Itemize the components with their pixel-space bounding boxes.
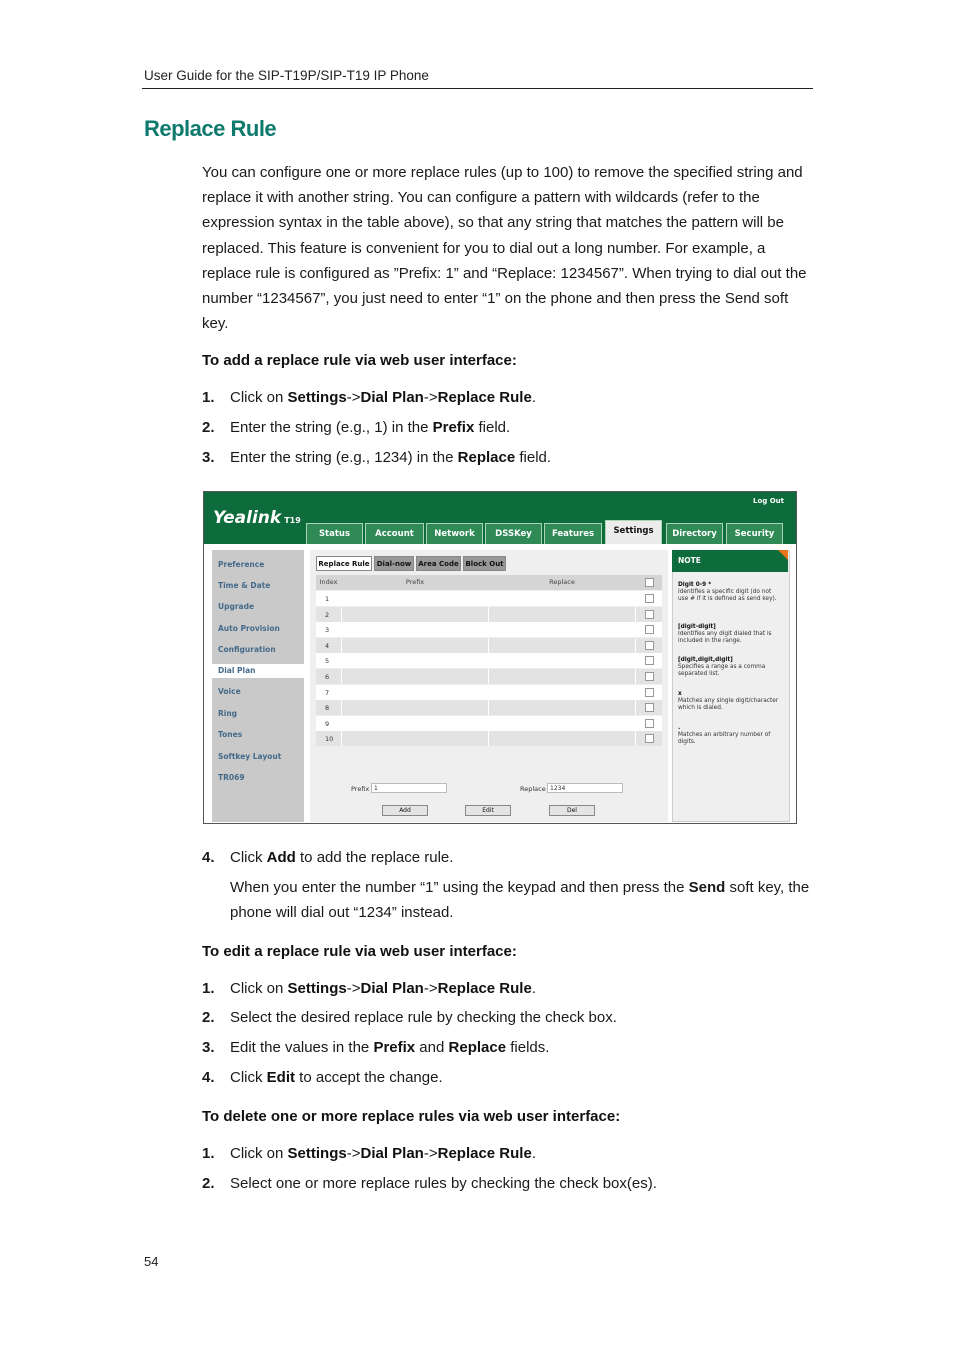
column-separator	[488, 653, 489, 668]
column-separator	[488, 700, 489, 715]
header-prefix: Prefix	[405, 578, 425, 586]
table-row[interactable]	[316, 669, 662, 684]
column-separator	[488, 685, 489, 700]
edit-step-3: 3. Edit the values in the Prefix and Replace fields.	[202, 1039, 550, 1056]
note-title: NOTE	[672, 550, 788, 572]
sidebar-item-dial-plan[interactable]: Dial Plan	[218, 666, 256, 675]
add-step-3: 3. Enter the string (e.g., 1234) in the Replace field.	[202, 449, 552, 466]
row-checkbox[interactable]	[645, 625, 654, 634]
add-step-2: 2. Enter the string (e.g., 1) in the Prefix field.	[202, 419, 511, 436]
subtab-dial-now[interactable]: Dial-now	[374, 556, 414, 571]
delete-heading: To delete one or more replace rules via web user interface:	[202, 1108, 621, 1125]
add-step-1: 1. Click on Settings->Dial Plan->Replace Rule.	[202, 389, 536, 406]
tab-features[interactable]: Features	[544, 523, 602, 544]
logout-link[interactable]: Log Out	[753, 497, 784, 505]
row-checkbox[interactable]	[645, 672, 654, 681]
sidebar-item-preference[interactable]: Preference	[218, 560, 265, 569]
column-separator	[488, 607, 489, 622]
row-index: 9	[325, 719, 330, 728]
table-row[interactable]	[316, 607, 662, 622]
column-separator	[341, 591, 342, 606]
sidebar-item-tr069[interactable]: TR069	[218, 773, 245, 782]
column-separator	[341, 622, 342, 637]
tab-account[interactable]: Account	[365, 523, 424, 544]
column-separator	[635, 622, 636, 637]
table-row[interactable]	[316, 685, 662, 700]
row-index: 5	[325, 657, 330, 666]
column-separator	[488, 591, 489, 606]
note-item: [digit-digit] Identifies any digit dialed that is included in the range.	[678, 624, 772, 644]
table-row[interactable]	[316, 622, 662, 637]
replace-input[interactable]: 1234	[547, 783, 623, 793]
row-checkbox[interactable]	[645, 688, 654, 697]
table-row[interactable]	[316, 731, 662, 746]
sidebar-item-softkey-layout[interactable]: Softkey Layout	[218, 752, 282, 761]
column-separator	[341, 607, 342, 622]
table-row[interactable]	[316, 653, 662, 668]
add-heading: To add a replace rule via web user interface:	[202, 352, 517, 369]
add-step-4-note: When you enter the number “1” using the keypad and then press the Send soft key, the phone will dial out “1234” instead.	[230, 879, 810, 921]
row-checkbox[interactable]	[645, 656, 654, 665]
table-row[interactable]	[316, 700, 662, 715]
yealink-logo: Yealink T19	[213, 508, 301, 528]
column-separator	[635, 638, 636, 653]
note-corner	[778, 550, 788, 560]
column-separator	[488, 731, 489, 746]
row-checkbox[interactable]	[645, 594, 654, 603]
column-separator	[635, 669, 636, 684]
tab-dsskey[interactable]: DSSKey	[485, 523, 542, 544]
column-separator	[635, 591, 636, 606]
web-ui-screenshot	[203, 491, 797, 824]
sidebar-item-tones[interactable]: Tones	[218, 730, 243, 739]
row-checkbox[interactable]	[645, 610, 654, 619]
delete-step-1: 1. Click on Settings->Dial Plan->Replace Rule.	[202, 1145, 536, 1162]
delete-step-2: 2. Select one or more replace rules by checking the check box(es).	[202, 1175, 657, 1192]
table-row[interactable]	[316, 716, 662, 731]
column-separator	[488, 638, 489, 653]
column-separator	[341, 638, 342, 653]
column-separator	[341, 669, 342, 684]
row-checkbox[interactable]	[645, 641, 654, 650]
note-item: x Matches any single digit/character which is dialed.	[678, 691, 779, 711]
subtab-area-code[interactable]: Area Code	[416, 556, 461, 571]
column-separator	[341, 731, 342, 746]
column-separator	[635, 685, 636, 700]
sidebar-item-ring[interactable]: Ring	[218, 709, 238, 718]
intro-paragraph: You can configure one or more replace rules (up to 100) to remove the specified string and replace it with another string. You can configure a pattern with wildcards (refer to the expression syntax in the table above), so that any string that matches the pattern will be replaced. This feature is convenient for you to dial out a long number. For example, a replace rule is configured as ”Prefix: 1” and “Replace: 1234567”. When trying to dial out the number “1234567”, you just need to enter “1” on the phone and then press the Send soft key.	[202, 164, 807, 333]
row-index: 1	[325, 595, 330, 603]
sidebar-item-voice[interactable]: Voice	[218, 687, 241, 696]
header-index: Index	[319, 578, 338, 586]
column-separator	[635, 700, 636, 715]
sidebar-item-upgrade[interactable]: Upgrade	[218, 602, 255, 611]
note-item: Digit 0-9 * Identifies a specific digit (do not use # if it is defined as send key).	[678, 582, 777, 602]
select-all-checkbox[interactable]	[645, 578, 654, 587]
row-index: 7	[325, 688, 330, 697]
note-item: . Matches an arbitrary number of digits.	[678, 725, 771, 745]
table-row[interactable]	[316, 591, 662, 606]
note-item: [digit,digit,digit] Specifies a range as a comma separated list.	[678, 657, 766, 677]
row-checkbox[interactable]	[645, 703, 654, 712]
edit-button[interactable]: Edit	[465, 805, 511, 816]
subtab-block-out[interactable]: Block Out	[463, 556, 506, 571]
column-separator	[635, 607, 636, 622]
row-index: 8	[325, 704, 330, 713]
column-separator	[488, 669, 489, 684]
column-separator	[341, 653, 342, 668]
tab-directory[interactable]: Directory	[666, 523, 723, 544]
page-number: 54	[144, 1254, 159, 1269]
tab-status[interactable]: Status	[306, 523, 363, 544]
tab-network[interactable]: Network	[426, 523, 483, 544]
row-index: 4	[325, 641, 330, 650]
sidebar-item-time-date[interactable]: Time & Date	[218, 581, 271, 590]
edit-heading: To edit a replace rule via web user interface:	[202, 943, 517, 960]
column-separator	[488, 716, 489, 731]
column-separator	[488, 622, 489, 637]
add-button[interactable]: Add	[382, 805, 428, 816]
edit-step-1: 1. Click on Settings->Dial Plan->Replace Rule.	[202, 980, 536, 997]
prefix-label: Prefix	[351, 785, 370, 793]
column-separator	[341, 685, 342, 700]
row-index: 6	[325, 673, 330, 681]
section-title: Replace Rule	[144, 116, 277, 141]
replace-label: Replace	[520, 785, 546, 793]
row-checkbox[interactable]	[645, 719, 654, 728]
row-index: 10	[325, 735, 334, 744]
column-separator	[341, 716, 342, 731]
table-row[interactable]	[316, 638, 662, 653]
tab-security[interactable]: Security	[726, 523, 783, 544]
column-separator	[341, 700, 342, 715]
column-separator	[635, 653, 636, 668]
tab-settings[interactable]: Settings	[605, 520, 662, 544]
edit-step-4: 4. Click Edit to accept the change.	[202, 1069, 443, 1086]
row-checkbox[interactable]	[645, 734, 654, 743]
subtab-replace-rule[interactable]: Replace Rule	[316, 556, 372, 571]
prefix-input[interactable]: 1	[371, 783, 447, 793]
add-step-4: 4. Click Add to add the replace rule.	[202, 849, 454, 866]
row-index: 2	[325, 610, 330, 619]
sidebar-item-auto-provision[interactable]: Auto Provision	[218, 624, 280, 633]
column-separator	[635, 731, 636, 746]
row-index: 3	[325, 626, 330, 635]
delete-button[interactable]: Del	[549, 805, 595, 816]
edit-step-2: 2. Select the desired replace rule by checking the check box.	[202, 1009, 617, 1026]
running-header: User Guide for the SIP-T19P/SIP-T19 IP Phone	[144, 68, 429, 83]
sidebar-item-configuration[interactable]: Configuration	[218, 645, 276, 654]
header-replace: Replace	[549, 578, 575, 586]
header-divider	[142, 88, 813, 89]
column-separator	[635, 716, 636, 731]
